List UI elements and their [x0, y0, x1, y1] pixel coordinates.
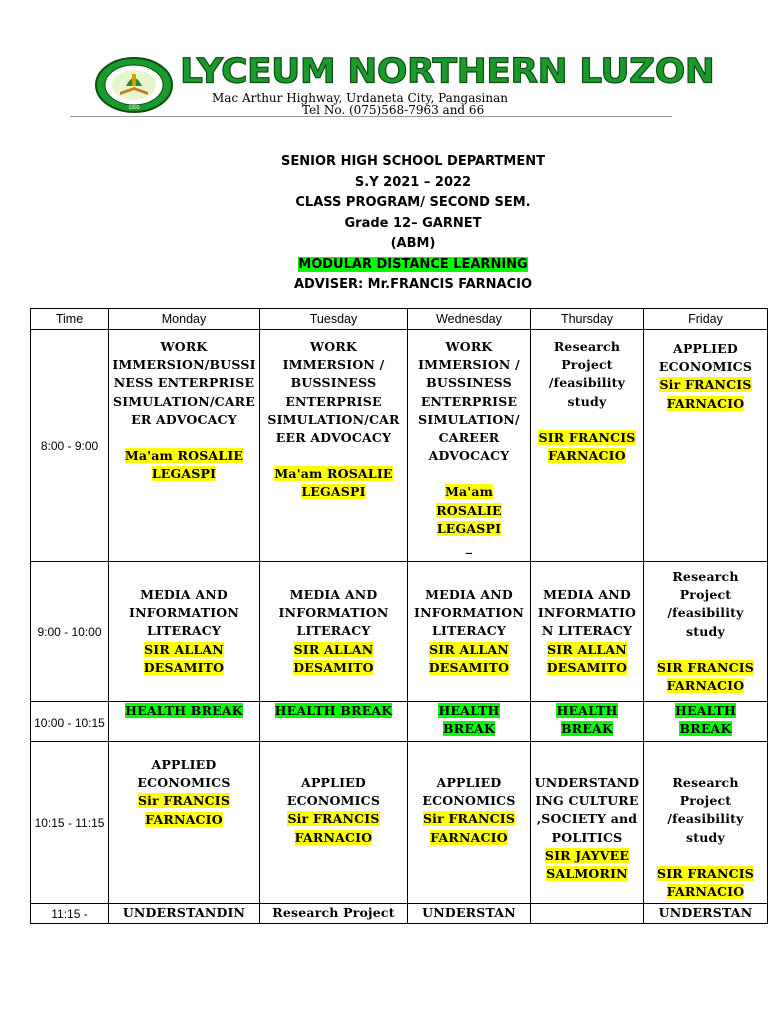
- teacher-name: Ma'am ROSALIE LEGASPI: [274, 466, 393, 500]
- header-thursday: Thursday: [531, 309, 644, 330]
- schedule-cell: MEDIA AND INFORMATION LITERACY SIR ALLAN DESAMITO: [408, 562, 531, 702]
- teacher-name: Sir FRANCIS FARNACIO: [137, 793, 231, 827]
- schedule-cell: APPLIED ECONOMICS Sir FRANCIS FARNACIO: [109, 742, 260, 904]
- schedule-cell: MEDIA AND INFORMATION LITERACY SIR ALLAN DESAMITO: [109, 562, 260, 702]
- svg-text:1993: 1993: [128, 105, 140, 111]
- class-schedule-table: [30, 308, 768, 924]
- schedule-cell: Research Project /feasibility study SIR FRANCIS FARNACIO: [531, 330, 644, 562]
- break-cell: HEALTH BREAK: [531, 702, 644, 742]
- learning-modality: MODULAR DISTANCE LEARNING: [298, 256, 528, 272]
- teacher-name: Sir FRANCIS FARNACIO: [287, 811, 380, 845]
- time-slot: 10:00 - 10:15: [31, 702, 109, 742]
- table-row: [31, 702, 768, 742]
- time-slot: 11:15 -: [31, 904, 109, 924]
- header-tuesday: Tuesday: [260, 309, 408, 330]
- school-name: LYCEUM NORTHERN LUZON: [180, 52, 715, 91]
- teacher-name: SIR JAYVEE SALMORIN: [544, 847, 630, 882]
- schedule-cell: WORK IMMERSION / BUSSINESS ENTERPRISE SIMULATION/CAREER ADVOCACY Ma'am ROSALIE LEGASPI: [260, 330, 408, 562]
- adviser: ADVISER: Mr.FRANCIS FARNACIO: [293, 277, 533, 292]
- teacher-name: SIR ALLAN DESAMITO: [428, 641, 510, 675]
- teacher-name: SIR ALLAN DESAMITO: [143, 641, 225, 675]
- teacher-name: Sir FRANCIS FARNACIO: [422, 811, 516, 845]
- table-row: [31, 742, 768, 904]
- break-cell: HEALTH BREAK: [109, 702, 260, 742]
- time-slot: 9:00 - 10:00: [31, 562, 109, 702]
- schedule-cell: UNDERSTANDIN: [109, 904, 260, 924]
- schedule-cell: WORK IMMERSION / BUSSINESS ENTERPRISE SIMULATION/ CAREER ADVOCACY Ma'am ROSALIE LEGASPI _: [408, 330, 531, 562]
- school-header: [88, 50, 715, 120]
- schedule-cell: APPLIED ECONOMICS Sir FRANCIS FARNACIO: [644, 330, 768, 562]
- teacher-name: SIR FRANCIS FARNACIO: [656, 659, 755, 693]
- header-friday: Friday: [644, 309, 768, 330]
- header-monday: Monday: [109, 309, 260, 330]
- schedule-cell: Research Project /feasibility study SIR FRANCIS FARNACIO: [644, 562, 768, 702]
- school-seal-icon: [94, 56, 174, 114]
- header-wednesday: Wednesday: [408, 309, 531, 330]
- schedule-cell: [531, 904, 644, 924]
- schedule-cell: APPLIED ECONOMICS Sir FRANCIS FARNACIO: [260, 742, 408, 904]
- teacher-name: SIR ALLAN DESAMITO: [546, 641, 628, 675]
- schedule-cell: WORK IMMERSION/BUSSINESS ENTERPRISE SIMULATION/CAREER ADVOCACY Ma'am ROSALIE LEGASPI: [109, 330, 260, 562]
- teacher-name: SIR ALLAN DESAMITO: [293, 641, 374, 675]
- schedule-cell: UNDERSTANDING CULTURE ,SOCIETY and POLITICS SIR JAYVEE SALMORIN: [531, 742, 644, 904]
- schedule-cell: MEDIA AND INFORMATION LITERACY SIR ALLAN DESAMITO: [260, 562, 408, 702]
- school-telephone: Tel No. (075)568-7963 and 66: [302, 103, 485, 117]
- table-row: [31, 562, 768, 702]
- time-slot: 8:00 - 9:00: [31, 330, 109, 562]
- break-cell: HEALTH BREAK: [408, 702, 531, 742]
- schedule-cell: APPLIED ECONOMICS Sir FRANCIS FARNACIO: [408, 742, 531, 904]
- teacher-name: SIR FRANCIS FARNACIO: [656, 865, 755, 900]
- strand: (ABM): [390, 236, 436, 251]
- teacher-name: Ma'am ROSALIE LEGASPI: [436, 484, 502, 536]
- schedule-cell: MEDIA AND INFORMATION LITERACY SIR ALLAN DESAMITO: [531, 562, 644, 702]
- school-year: S.Y 2021 – 2022: [354, 174, 472, 190]
- table-row: [31, 330, 768, 562]
- header-time: Time: [31, 309, 109, 330]
- break-cell: HEALTH BREAK: [260, 702, 408, 742]
- schedule-cell: Research Project: [260, 904, 408, 924]
- schedule-cell: Research Project /feasibility study SIR FRANCIS FARNACIO: [644, 742, 768, 904]
- header-divider: [70, 116, 672, 117]
- department-title: SENIOR HIGH SCHOOL DEPARTMENT: [281, 154, 545, 169]
- break-cell: HEALTH BREAK: [644, 702, 768, 742]
- program-title: CLASS PROGRAM/ SECOND SEM.: [295, 195, 531, 210]
- document-titles: [0, 152, 768, 296]
- table-header-row: [31, 309, 768, 330]
- schedule-cell: UNDERSTAN: [644, 904, 768, 924]
- time-slot: 10:15 - 11:15: [31, 742, 109, 904]
- teacher-name: Sir FRANCIS FARNACIO: [659, 377, 752, 411]
- table-row: [31, 904, 768, 924]
- grade-section: Grade 12– GARNET: [344, 215, 482, 231]
- teacher-name: Ma'am ROSALIE LEGASPI: [124, 448, 244, 482]
- school-address: Mac Arthur Highway, Urdaneta City, Pangasinan: [212, 91, 508, 105]
- schedule-cell: UNDERSTAN: [408, 904, 531, 924]
- teacher-name: SIR FRANCIS FARNACIO: [538, 429, 636, 464]
